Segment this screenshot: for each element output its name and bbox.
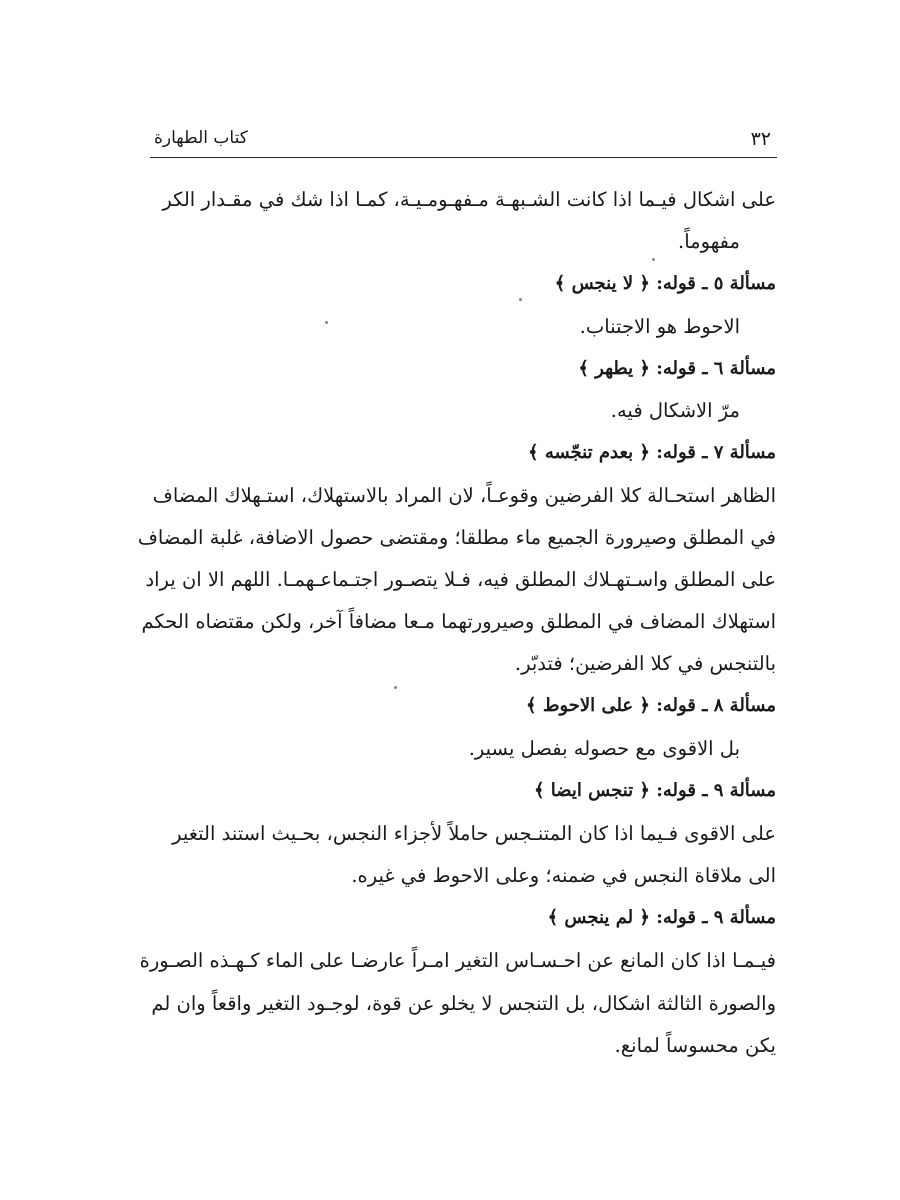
scan-speck <box>325 321 328 324</box>
paragraph-line: يكن محسوساً لمانع. <box>614 1034 776 1057</box>
paragraph-line: على المطلق واسـتهـلاك المطلق فيه، فـلا يتصـور اجتـماعـهمـا. اللهم الا ان يراد <box>145 568 776 591</box>
paragraph-line: الى ملاقاة النجس في ضمنه؛ وعلى الاحوط في غيره. <box>351 864 776 887</box>
issue-heading: مسألة ٧ ـ قوله: ﴿ بعدم تنجّسه ﴾ <box>528 442 776 463</box>
paragraph-line: الاحوط هو الاجتناب. <box>579 315 740 338</box>
paragraph-line: بالتنجس في كلا الفرضين؛ فتدبّر. <box>514 652 776 675</box>
scan-speck <box>652 258 655 261</box>
issue-heading: مسألة ٦ ـ قوله: ﴿ يطهر ﴾ <box>578 358 776 379</box>
paragraph-line: مفهوماً. <box>678 230 740 253</box>
issue-heading: مسألة ٨ ـ قوله: ﴿ على الاحوط ﴾ <box>526 695 776 716</box>
paragraph-line: بل الاقوى مع حصوله بفصل يسير. <box>468 737 740 760</box>
paragraph-line: فيـمـا اذا كان المانع عن احـسـاس التغير امـراً عارضـا على الماء كـهـذه الصـورة <box>139 949 776 972</box>
book-title: كتاب الطهارة <box>154 128 248 148</box>
header-rule <box>150 157 777 158</box>
paragraph-line: استهلاك المضاف في المطلق وصيرورتهما مـعا مضافاً آخر، ولكن مقتضاه الحكم <box>141 610 776 633</box>
issue-heading: مسألة ٥ ـ قوله: ﴿ لا ينجس ﴾ <box>554 273 776 294</box>
paragraph-line: على اشكال فيـما اذا كانت الشـبهـة مـفهـومـيـة، كمـا اذا شك في مقـدار الكر <box>162 188 776 211</box>
issue-heading: مسألة ٩ ـ قوله: ﴿ لم ينجس ﴾ <box>547 907 776 928</box>
scan-speck <box>394 686 397 689</box>
page-number: ٣٢ <box>750 128 771 150</box>
issue-heading: مسألة ٩ ـ قوله: ﴿ تنجس ايضا ﴾ <box>533 780 776 801</box>
paragraph-line: والصورة الثالثة اشكال، بل التنجس لا يخلو عن قوة، لوجـود التغير واقعاً وان لم <box>151 992 776 1015</box>
paragraph-line: الظاهر استحـالة كلا الفرضين وقوعـاً، لان المراد بالاستهلاك، استـهلاك المضاف <box>152 484 776 507</box>
running-header <box>150 128 775 152</box>
paragraph-line: مرّ الاشكال فيه. <box>610 399 740 422</box>
paragraph-line: في المطلق وصيرورة الجميع ماء مطلقا؛ ومقتضى حصول الاضافة، غلبة المضاف <box>137 526 776 549</box>
paragraph-line: على الاقوى فـيما اذا كان المتنـجس حاملاً لأجزاء النجس، بحـيث استند التغير <box>172 822 776 845</box>
scan-speck <box>519 298 522 301</box>
